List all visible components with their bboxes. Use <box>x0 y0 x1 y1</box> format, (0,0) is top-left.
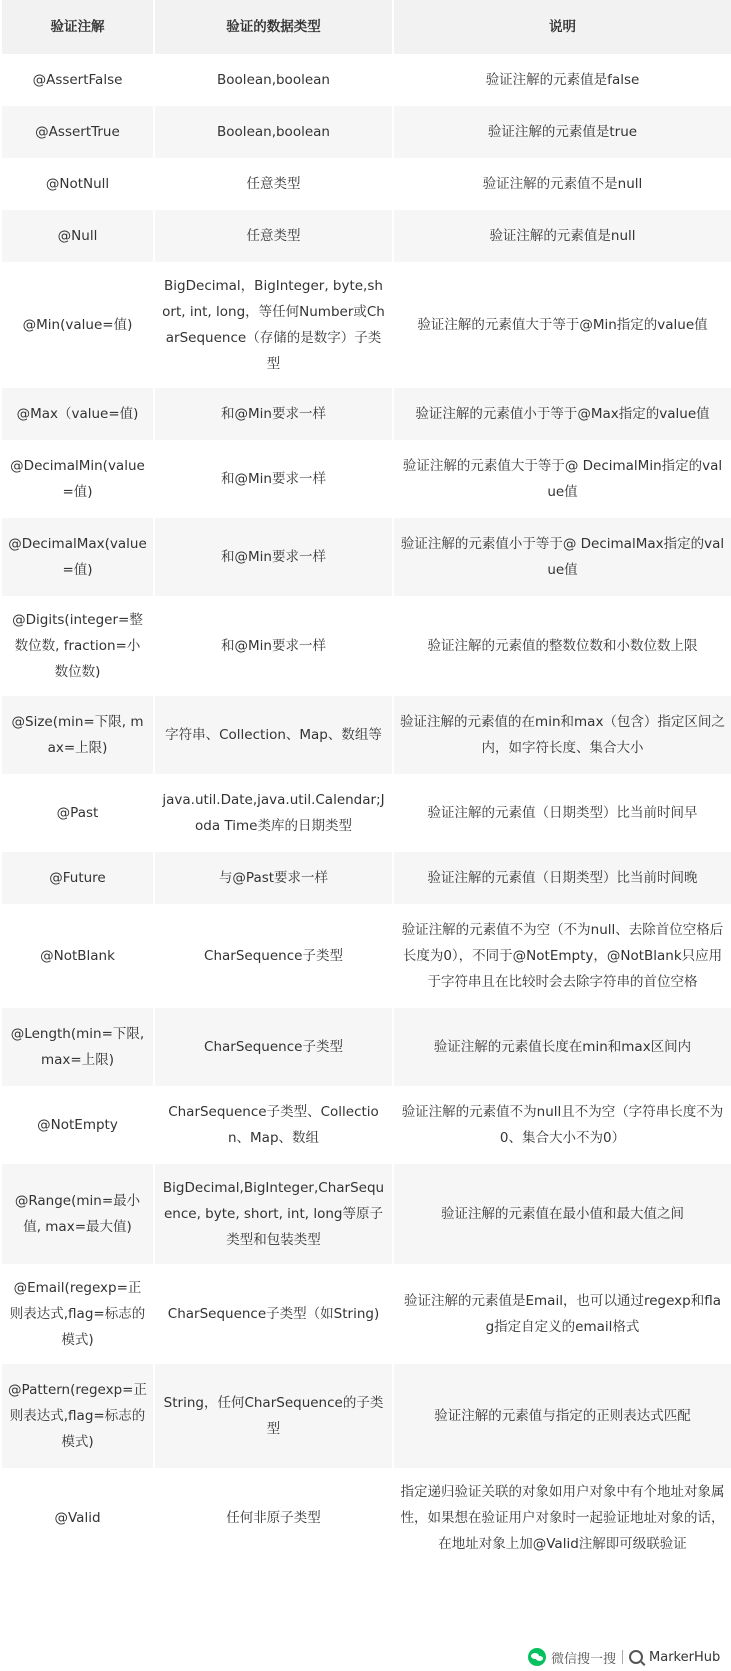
data-type-cell: BigDecimal，BigInteger, byte,short, int, long，等任何Number或CharSequence（存储的是数字）子类型 <box>154 262 393 388</box>
table-row <box>1 1164 731 1264</box>
description-cell: 验证注解的元素值是false <box>393 54 731 106</box>
annotation-cell: @Digits(integer=整数位数, fraction=小数位数) <box>1 596 154 696</box>
data-type-cell: String，任何CharSequence的子类型 <box>154 1364 393 1468</box>
header-description: 说明 <box>393 0 731 54</box>
description-cell: 验证注解的元素值小于等于@Max指定的value值 <box>393 388 731 440</box>
data-type-cell: Boolean,boolean <box>154 106 393 158</box>
data-type-cell: BigDecimal,BigInteger,CharSequence, byte, short, int, long等原子类型和包装类型 <box>154 1164 393 1264</box>
table-row <box>1 518 731 596</box>
description-cell: 验证注解的元素值小于等于@ DecimalMax指定的value值 <box>393 518 731 596</box>
description-cell: 验证注解的元素值是true <box>393 106 731 158</box>
data-type-cell: CharSequence子类型、Collection、Map、数组 <box>154 1086 393 1164</box>
data-type-cell: 和@Min要求一样 <box>154 596 393 696</box>
annotation-cell: @AssertTrue <box>1 106 154 158</box>
description-cell: 验证注解的元素值与指定的正则表达式匹配 <box>393 1364 731 1468</box>
table-row <box>1 440 731 518</box>
table-row <box>1 904 731 1008</box>
annotation-cell: @Past <box>1 774 154 852</box>
annotation-cell: @Future <box>1 852 154 904</box>
annotation-cell: @DecimalMin(value=值) <box>1 440 154 518</box>
data-type-cell: CharSequence子类型（如String) <box>154 1264 393 1364</box>
description-cell: 验证注解的元素值（日期类型）比当前时间早 <box>393 774 731 852</box>
description-cell: 验证注解的元素值是Email，也可以通过regexp和flag指定自定义的email格式 <box>393 1264 731 1364</box>
data-type-cell: CharSequence子类型 <box>154 1008 393 1086</box>
annotation-cell: @AssertFalse <box>1 54 154 106</box>
watermark-brand: MarkerHub <box>649 1649 721 1665</box>
table-row <box>1 696 731 774</box>
watermark-search-text: 微信搜一搜 <box>551 1651 617 1667</box>
annotation-cell: @Size(min=下限, max=上限) <box>1 696 154 774</box>
wechat-logo-icon <box>528 1648 546 1666</box>
table-row <box>1 1008 731 1086</box>
table-row <box>1 1468 731 1568</box>
annotation-cell: @Length(min=下限, max=上限) <box>1 1008 154 1086</box>
description-cell: 验证注解的元素值长度在min和max区间内 <box>393 1008 731 1086</box>
data-type-cell: Boolean,boolean <box>154 54 393 106</box>
table-row <box>1 158 731 210</box>
description-cell: 指定递归验证关联的对象如用户对象中有个地址对象属性，如果想在验证用户对象时一起验证地址对象的话，在地址对象上加@Valid注解即可级联验证 <box>393 1468 731 1568</box>
table-row <box>1 262 731 388</box>
annotation-cell: @Valid <box>1 1468 154 1568</box>
table-row <box>1 388 731 440</box>
table-row <box>1 852 731 904</box>
description-cell: 验证注解的元素值的在min和max（包含）指定区间之内，如字符长度、集合大小 <box>393 696 731 774</box>
annotation-cell: @Null <box>1 210 154 262</box>
annotation-cell: @NotNull <box>1 158 154 210</box>
description-cell: 验证注解的元素值（日期类型）比当前时间晚 <box>393 852 731 904</box>
annotation-cell: @DecimalMax(value=值) <box>1 518 154 596</box>
table-row <box>1 106 731 158</box>
table-row <box>1 774 731 852</box>
data-type-cell: 与@Past要求一样 <box>154 852 393 904</box>
watermark-divider <box>622 1650 623 1664</box>
wechat-search-watermark <box>524 1643 731 1671</box>
table-row <box>1 1364 731 1468</box>
table-row <box>1 54 731 106</box>
data-type-cell: java.util.Date,java.util.Calendar;Joda Time类库的日期类型 <box>154 774 393 852</box>
annotation-cell: @Email(regexp=正则表达式,flag=标志的模式) <box>1 1264 154 1364</box>
description-cell: 验证注解的元素值不是null <box>393 158 731 210</box>
annotation-cell: @NotEmpty <box>1 1086 154 1164</box>
annotation-cell: @Pattern(regexp=正则表达式,flag=标志的模式) <box>1 1364 154 1468</box>
description-cell: 验证注解的元素值不为空（不为null、去除首位空格后长度为0），不同于@NotEmpty，@NotBlank只应用于字符串且在比较时会去除字符串的首位空格 <box>393 904 731 1008</box>
table-row <box>1 210 731 262</box>
description-cell: 验证注解的元素值在最小值和最大值之间 <box>393 1164 731 1264</box>
description-cell: 验证注解的元素值大于等于@Min指定的value值 <box>393 262 731 388</box>
data-type-cell: 和@Min要求一样 <box>154 388 393 440</box>
description-cell: 验证注解的元素值大于等于@ DecimalMin指定的value值 <box>393 440 731 518</box>
data-type-cell: 和@Min要求一样 <box>154 440 393 518</box>
table-row <box>1 1264 731 1364</box>
description-cell: 验证注解的元素值是null <box>393 210 731 262</box>
table-row <box>1 1086 731 1164</box>
annotation-cell: @Max（value=值) <box>1 388 154 440</box>
header-annotation: 验证注解 <box>1 0 154 54</box>
data-type-cell: 任何非原子类型 <box>154 1468 393 1568</box>
header-data-type: 验证的数据类型 <box>154 0 393 54</box>
data-type-cell: 任意类型 <box>154 210 393 262</box>
data-type-cell: 字符串、Collection、Map、数组等 <box>154 696 393 774</box>
data-type-cell: 任意类型 <box>154 158 393 210</box>
description-cell: 验证注解的元素值的整数位数和小数位数上限 <box>393 596 731 696</box>
table-header-row <box>1 0 731 54</box>
data-type-cell: 和@Min要求一样 <box>154 518 393 596</box>
annotation-cell: @Range(min=最小值, max=最大值) <box>1 1164 154 1264</box>
description-cell: 验证注解的元素值不为null且不为空（字符串长度不为0、集合大小不为0） <box>393 1086 731 1164</box>
data-type-cell: CharSequence子类型 <box>154 904 393 1008</box>
search-icon <box>629 1650 643 1664</box>
annotation-cell: @NotBlank <box>1 904 154 1008</box>
table-row <box>1 596 731 696</box>
annotation-cell: @Min(value=值) <box>1 262 154 388</box>
